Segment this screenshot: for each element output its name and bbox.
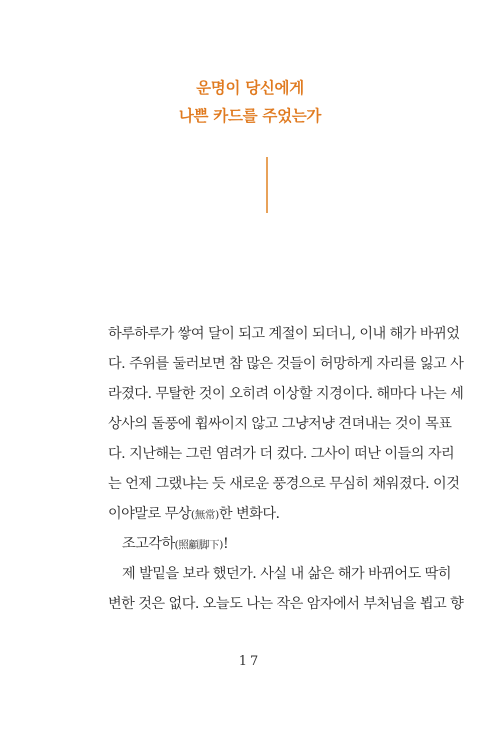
body-text-segment: 조고각하 bbox=[122, 536, 175, 552]
hanja-annotation: (無常) bbox=[190, 509, 219, 521]
page-number: 17 bbox=[238, 654, 262, 669]
body-line: 라졌다. 무탈한 것이 오히려 이상할 지경이다. 해마다 나는 세 bbox=[108, 386, 464, 402]
body-text-segment: 한 변화다. bbox=[218, 506, 280, 522]
body-line: 는 언제 그랬냐는 듯 새로운 풍경으로 무심히 채워졌다. 이것 bbox=[108, 476, 460, 492]
body-line: 다. 지난해는 그런 염려가 더 컸다. 그사이 떠난 이들의 자리 bbox=[108, 446, 455, 462]
body-line bbox=[108, 503, 279, 523]
hanja-annotation: (照顧脚下) bbox=[174, 539, 224, 551]
body-line: 제 발밑을 보라 했던가. 사실 내 삶은 해가 바뀌어도 딱히 bbox=[122, 566, 452, 582]
decorative-vertical-rule bbox=[266, 157, 268, 213]
body-line: 상사의 돌풍에 휩싸이지 않고 그냥저냥 견뎌내는 것이 목표 bbox=[108, 416, 452, 432]
body-line: 하루하루가 쌓여 달이 되고 계절이 되더니, 이내 해가 바뀌었 bbox=[108, 326, 460, 342]
chapter-title-line-1: 운명이 당신에게 bbox=[196, 79, 304, 97]
body-text-segment: ! bbox=[223, 536, 229, 552]
chapter-title-line-2: 나쁜 카드를 주었는가 bbox=[178, 107, 322, 125]
body-line: 변한 것은 없다. 오늘도 나는 작은 암자에서 부처님을 뵙고 향 bbox=[108, 596, 464, 612]
body-line: 다. 주위를 둘러보면 참 많은 것들이 허망하게 자리를 잃고 사 bbox=[108, 356, 464, 372]
body-text-segment: 이야말로 무상 bbox=[108, 506, 191, 522]
body-line bbox=[122, 533, 228, 553]
